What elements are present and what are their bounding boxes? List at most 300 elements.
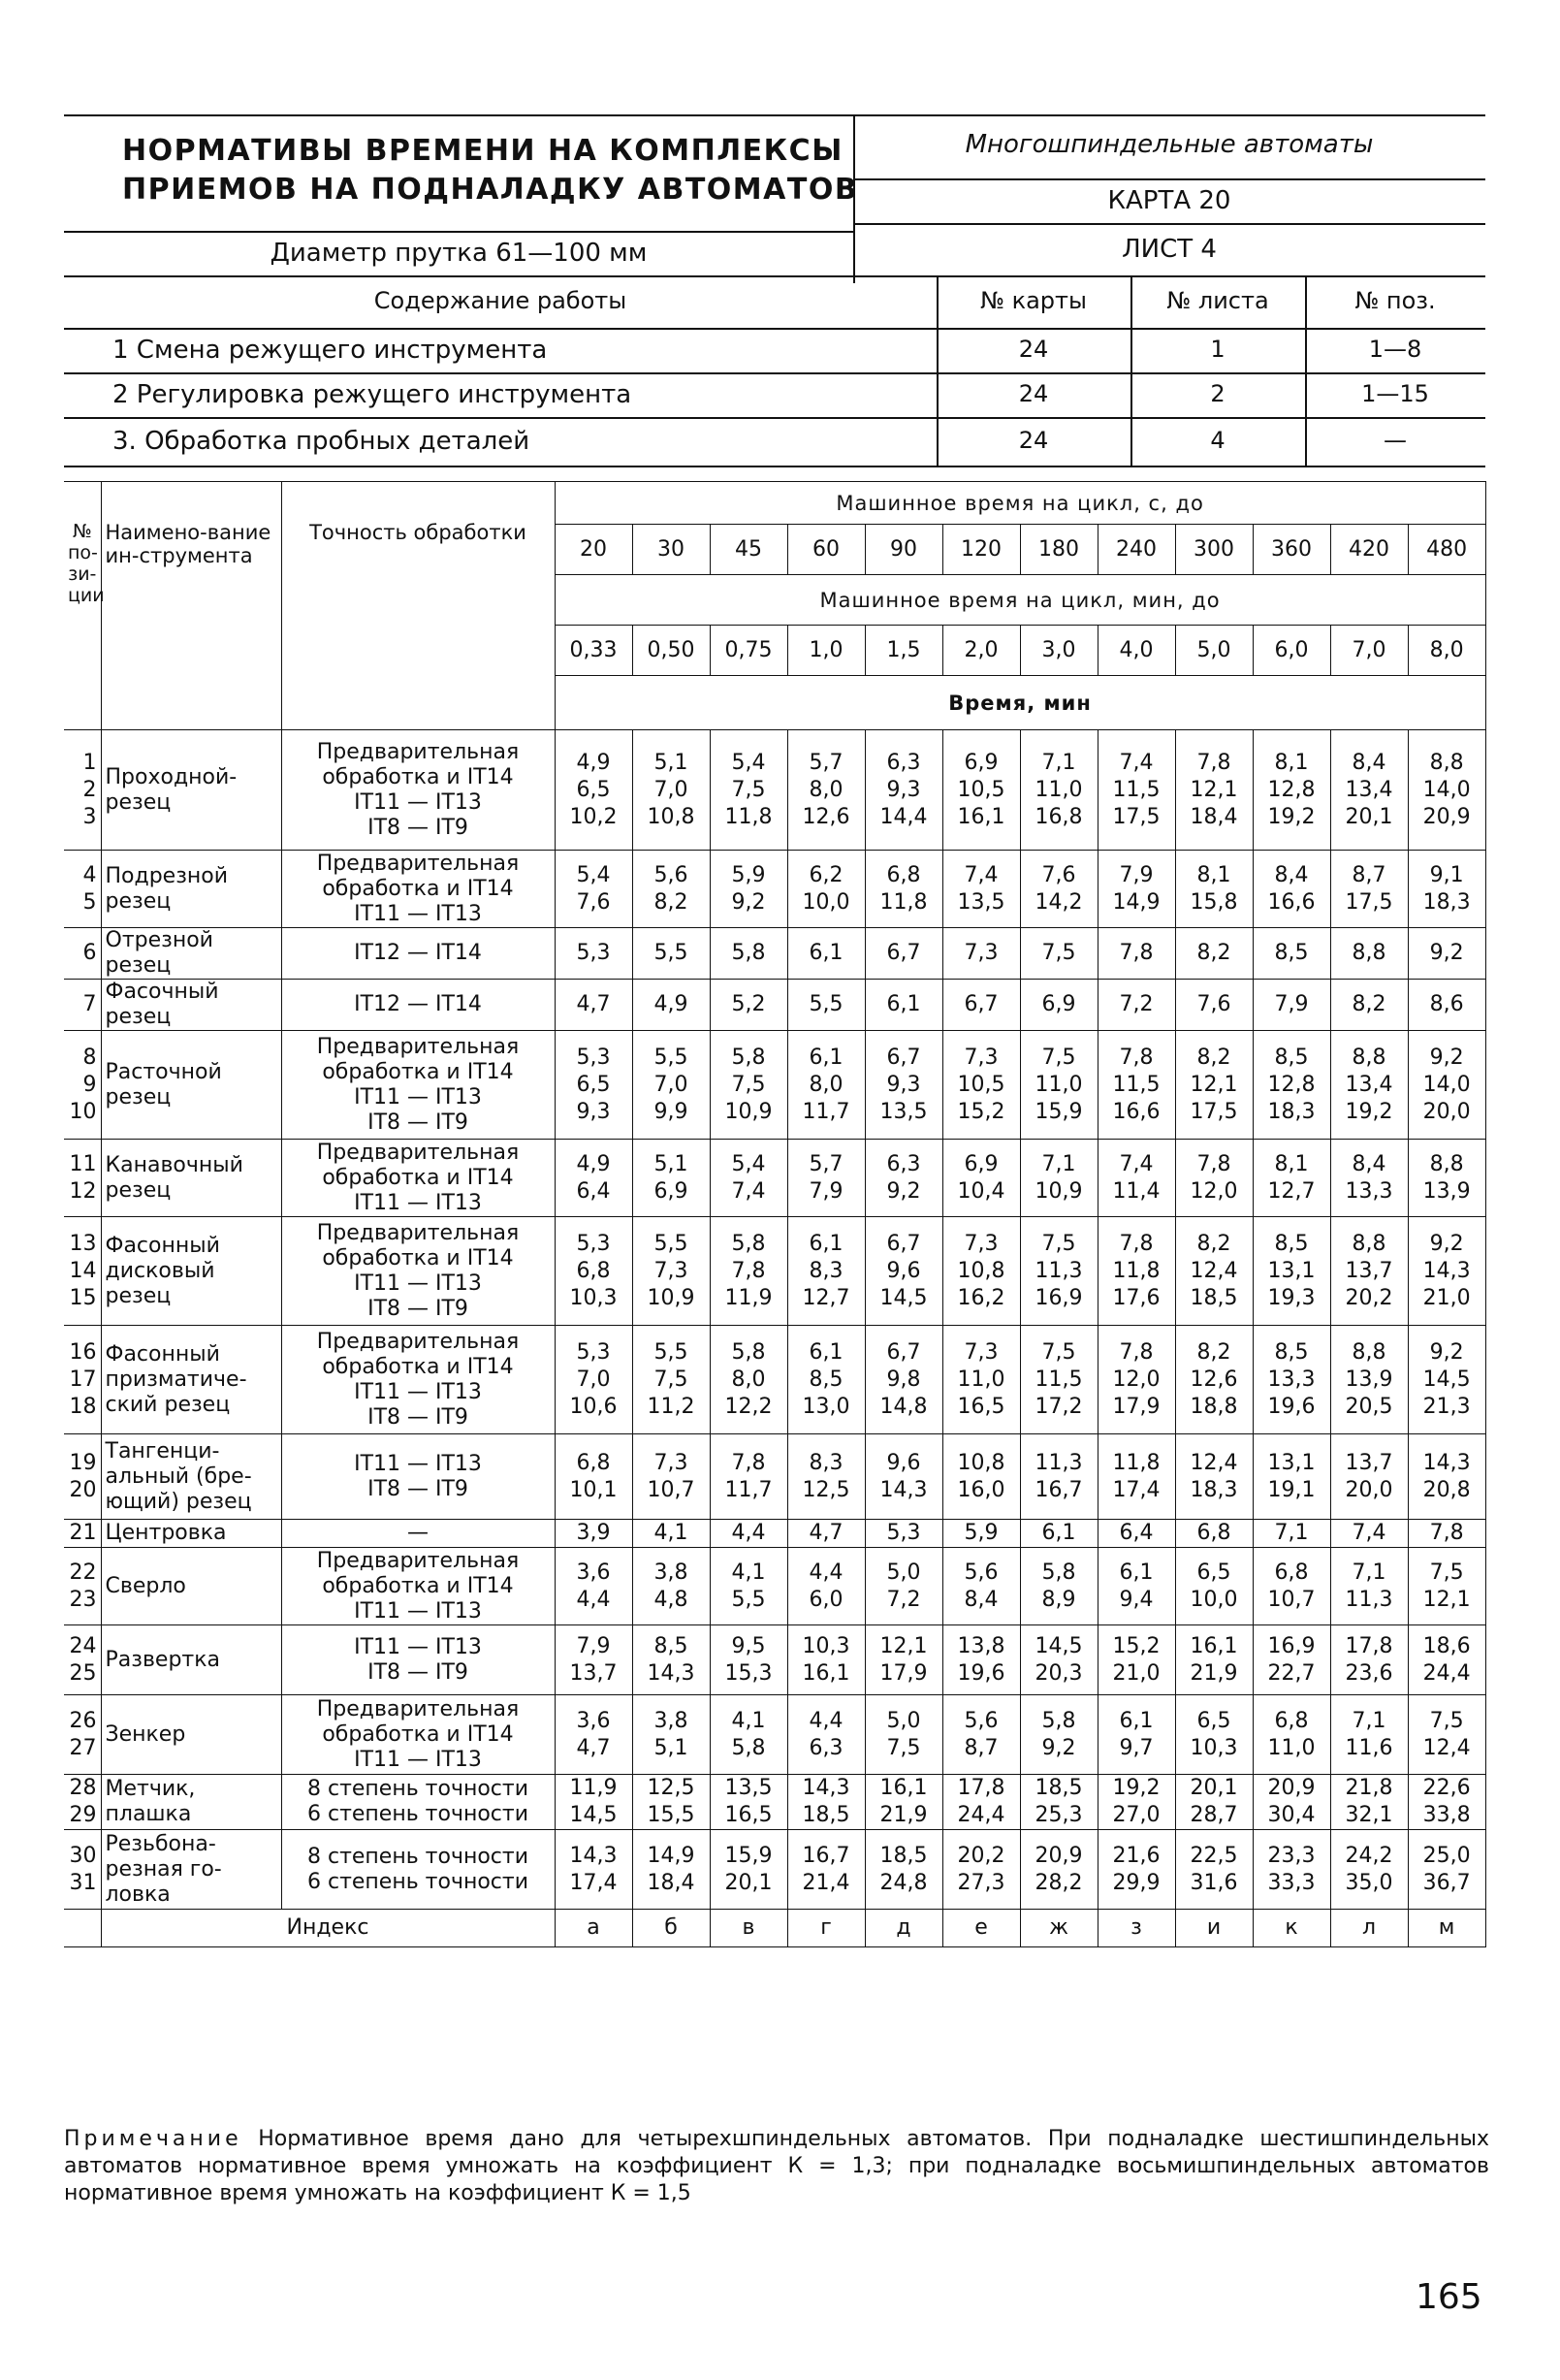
time-value-cell: 7,1 11,3 [1330,1548,1408,1625]
time-value-cell: 6,3 9,3 14,4 [865,730,942,851]
time-value-cell: 6,7 9,6 14,5 [865,1217,942,1326]
time-value-cell: 13,5 16,5 [710,1775,787,1830]
tool-group-row [64,1217,1485,1326]
col-content-header: Содержание работы [373,287,627,314]
time-value-cell: 11,3 16,7 [1020,1434,1098,1520]
time-value-cell: 8,1 12,8 19,2 [1253,730,1330,851]
tool-name: Фасонный дисковый резец [101,1217,281,1326]
tool-name: Зенкер [101,1695,281,1775]
position-numbers: 8 9 10 [64,1031,101,1140]
time-value-cell: 5,1 6,9 [632,1140,710,1217]
machine-time-min-label: Машинное время на цикл, мин, до [555,575,1485,626]
time-value-cell: 8,8 13,9 20,5 [1330,1326,1408,1434]
time-value-cell: 5,1 7,0 10,8 [632,730,710,851]
position-numbers: 26 27 [64,1695,101,1775]
time-value-cell: 8,2 [1330,980,1408,1031]
time-value-cell: 4,4 6,0 [787,1548,865,1625]
tool-group-row [64,1775,1485,1830]
time-value-cell: 4,7 [787,1520,865,1548]
time-value-cell: 5,5 7,3 10,9 [632,1217,710,1326]
accuracy-spec: IT11 — IT13 IT8 — IT9 [281,1434,555,1520]
time-value-cell: 6,3 9,2 [865,1140,942,1217]
time-value-cell: 13,7 20,0 [1330,1434,1408,1520]
col-card-header: № карты [980,287,1087,314]
position-numbers: 4 5 [64,851,101,928]
seconds-cell: 300 [1175,525,1253,575]
time-value-cell: 18,6 24,4 [1408,1625,1485,1695]
content-row-2-card: 24 [1018,380,1049,407]
time-value-cell: 7,1 11,0 16,8 [1020,730,1098,851]
time-value-cell: 5,5 [632,928,710,980]
col-sheet-header: № листа [1166,287,1269,314]
time-value-cell: 7,8 11,5 16,6 [1098,1031,1175,1140]
time-value-cell: 3,6 4,7 [555,1695,632,1775]
seconds-cell: 180 [1020,525,1098,575]
time-value-cell: 16,9 22,7 [1253,1625,1330,1695]
time-value-cell: 7,9 13,7 [555,1625,632,1695]
footnote-label: Примечание [64,2127,242,2151]
time-value-cell: 15,2 21,0 [1098,1625,1175,1695]
time-value-cell: 8,8 13,9 [1408,1140,1485,1217]
time-value-cell: 14,3 18,5 [787,1775,865,1830]
time-value-cell: 4,7 [555,980,632,1031]
time-value-cell: 6,7 [942,980,1020,1031]
time-value-cell: 12,5 15,5 [632,1775,710,1830]
accuracy-spec: IT12 — IT14 [281,980,555,1031]
minutes-cell: 6,0 [1253,626,1330,676]
time-value-cell: 7,1 [1253,1520,1330,1548]
time-value-cell: 7,3 10,7 [632,1434,710,1520]
time-value-cell: 8,8 14,0 20,9 [1408,730,1485,851]
tool-name: Отрезной резец [101,928,281,980]
time-value-cell: 5,8 8,9 [1020,1548,1098,1625]
time-value-cell: 5,8 7,5 10,9 [710,1031,787,1140]
time-value-cell: 5,6 8,2 [632,851,710,928]
seconds-cell: 420 [1330,525,1408,575]
time-value-cell: 7,1 11,6 [1330,1695,1408,1775]
accuracy-spec: Предварительная обработка и IT14 IT11 — IT13 [281,1695,555,1775]
accuracy-spec: Предварительная обработка и IT14 IT11 — IT13 IT8 — IT9 [281,1217,555,1326]
content-row-3: 3. Обработка пробных деталей [112,427,530,456]
time-value-cell: 7,5 [1020,928,1098,980]
seconds-cell: 30 [632,525,710,575]
content-row-1: 1 Смена режущего инструмента [112,336,548,365]
time-value-cell: 4,9 6,4 [555,1140,632,1217]
time-value-cell: 8,2 12,4 18,5 [1175,1217,1253,1326]
index-label: Индекс [101,1910,555,1947]
time-value-cell: 7,5 11,3 16,9 [1020,1217,1098,1326]
time-value-cell: 8,4 16,6 [1253,851,1330,928]
time-value-cell: 7,6 [1175,980,1253,1031]
time-value-cell: 9,2 14,0 20,0 [1408,1031,1485,1140]
time-value-cell: 6,1 9,7 [1098,1695,1175,1775]
title-line-2: ПРИЕМОВ НА ПОДНАЛАДКУ АВТОМАТОВ [122,173,859,207]
time-value-cell: 6,5 10,0 [1175,1548,1253,1625]
time-value-cell: 4,9 [632,980,710,1031]
time-value-cell: 5,3 [555,928,632,980]
time-value-cell: 4,1 5,5 [710,1548,787,1625]
minutes-cell: 4,0 [1098,626,1175,676]
time-value-cell: 5,8 [710,928,787,980]
time-value-cell: 8,8 [1330,928,1408,980]
col-tool-header: Наимено-вание ин-струмента [101,482,281,730]
time-value-cell: 7,2 [1098,980,1175,1031]
minutes-cell: 0,50 [632,626,710,676]
minutes-cell: 0,75 [710,626,787,676]
seconds-cell: 45 [710,525,787,575]
time-value-cell: 7,8 11,8 17,6 [1098,1217,1175,1326]
diameter-label: Диаметр прутка 61—100 мм [270,239,648,268]
position-numbers: 28 29 [64,1775,101,1830]
time-value-cell: 8,4 13,3 [1330,1140,1408,1217]
tool-name: Фасочный резец [101,980,281,1031]
time-value-cell: 7,3 11,0 16,5 [942,1326,1020,1434]
time-value-cell: 18,5 24,8 [865,1830,942,1910]
time-value-cell: 6,8 10,1 [555,1434,632,1520]
tool-group-row [64,1520,1485,1548]
seconds-cell: 90 [865,525,942,575]
time-value-cell: 24,2 35,0 [1330,1830,1408,1910]
tool-name: Канавочный резец [101,1140,281,1217]
time-value-cell: 20,9 28,2 [1020,1830,1098,1910]
position-numbers: 16 17 18 [64,1326,101,1434]
time-value-cell: 8,2 12,6 18,8 [1175,1326,1253,1434]
time-value-cell: 7,1 10,9 [1020,1140,1098,1217]
time-value-cell: 6,1 [1020,1520,1098,1548]
tool-group-row [64,980,1485,1031]
accuracy-spec: IT11 — IT13 IT8 — IT9 [281,1625,555,1695]
position-numbers: 11 12 [64,1140,101,1217]
time-value-cell: 7,8 12,0 [1175,1140,1253,1217]
time-value-cell: 10,3 16,1 [787,1625,865,1695]
time-value-cell: 20,1 28,7 [1175,1775,1253,1830]
time-value-cell: 20,9 30,4 [1253,1775,1330,1830]
time-value-cell: 9,1 18,3 [1408,851,1485,928]
position-numbers: 1 2 3 [64,730,101,851]
index-letter: а [555,1910,632,1947]
accuracy-spec: Предварительная обработка и IT14 IT11 — IT13 [281,1548,555,1625]
tool-name: Метчик, плашка [101,1775,281,1830]
tool-name: Проходной-резец [101,730,281,851]
time-value-cell: 4,4 [710,1520,787,1548]
minutes-cell: 1,0 [787,626,865,676]
time-value-cell: 14,3 20,8 [1408,1434,1485,1520]
position-numbers: 24 25 [64,1625,101,1695]
col-pos-header: № поз. [1354,287,1436,314]
accuracy-spec: Предварительная обработка и IT14 IT11 — IT13 [281,1140,555,1217]
time-value-cell: 5,5 7,5 11,2 [632,1326,710,1434]
time-value-cell: 18,5 25,3 [1020,1775,1098,1830]
tool-group-row [64,1031,1485,1140]
time-value-cell: 7,3 10,8 16,2 [942,1217,1020,1326]
time-value-cell: 6,1 8,5 13,0 [787,1326,865,1434]
index-letter: к [1253,1910,1330,1947]
page-sheet [64,109,1485,1940]
time-value-cell: 8,5 [1253,928,1330,980]
time-value-cell: 14,3 17,4 [555,1830,632,1910]
col-position-header: № по-зи-ции [64,482,101,730]
time-value-cell: 4,4 6,3 [787,1695,865,1775]
position-numbers: 6 [64,928,101,980]
minutes-cell: 0,33 [555,626,632,676]
index-row [64,1910,1485,1947]
position-numbers: 30 31 [64,1830,101,1910]
time-value-cell: 3,6 4,4 [555,1548,632,1625]
time-value-cell: 6,5 10,3 [1175,1695,1253,1775]
time-value-cell: 3,9 [555,1520,632,1548]
time-value-cell: 22,6 33,8 [1408,1775,1485,1830]
time-value-cell: 9,5 15,3 [710,1625,787,1695]
position-numbers: 19 20 [64,1434,101,1520]
time-norms-table [64,481,1486,1947]
minutes-cell: 1,5 [865,626,942,676]
position-numbers: 22 23 [64,1548,101,1625]
time-value-cell: 9,2 [1408,928,1485,980]
time-value-cell: 5,0 7,5 [865,1695,942,1775]
index-letter: л [1330,1910,1408,1947]
tool-name: Расточной резец [101,1031,281,1140]
card-label: КАРТА 20 [1107,186,1231,215]
time-value-cell: 6,8 10,7 [1253,1548,1330,1625]
tool-group-row [64,1140,1485,1217]
time-value-cell: 5,6 8,7 [942,1695,1020,1775]
minutes-cell: 8,0 [1408,626,1485,676]
time-value-cell: 7,9 14,9 [1098,851,1175,928]
time-value-cell: 4,9 6,5 10,2 [555,730,632,851]
content-row-2-sheet: 2 [1210,380,1226,407]
time-value-cell: 8,2 [1175,928,1253,980]
time-value-cell: 5,3 6,8 10,3 [555,1217,632,1326]
time-value-cell: 8,6 [1408,980,1485,1031]
accuracy-spec: Предварительная обработка и IT14 IT11 — IT13 IT8 — IT9 [281,1031,555,1140]
time-value-cell: 7,9 [1253,980,1330,1031]
time-value-cell: 23,3 33,3 [1253,1830,1330,1910]
time-value-cell: 8,8 13,4 19,2 [1330,1031,1408,1140]
position-numbers: 13 14 15 [64,1217,101,1326]
seconds-cell: 20 [555,525,632,575]
time-value-cell: 7,4 [1330,1520,1408,1548]
time-value-cell: 6,8 [1175,1520,1253,1548]
tool-name: Тангенци-альный (бре-ющий) резец [101,1434,281,1520]
time-value-cell: 5,4 7,5 11,8 [710,730,787,851]
time-value-cell: 5,8 7,8 11,9 [710,1217,787,1326]
time-value-cell: 16,1 21,9 [865,1775,942,1830]
time-value-cell: 8,5 14,3 [632,1625,710,1695]
time-value-cell: 5,8 9,2 [1020,1695,1098,1775]
time-value-cell: 6,1 8,0 11,7 [787,1031,865,1140]
time-value-cell: 5,5 [787,980,865,1031]
time-value-cell: 7,4 11,4 [1098,1140,1175,1217]
minutes-cell: 2,0 [942,626,1020,676]
tool-group-row [64,1434,1485,1520]
index-letter: з [1098,1910,1175,1947]
time-value-cell: 4,1 [632,1520,710,1548]
time-value-cell: 8,5 12,8 18,3 [1253,1031,1330,1140]
time-value-cell: 7,3 10,5 15,2 [942,1031,1020,1140]
time-value-cell: 6,2 10,0 [787,851,865,928]
time-value-cell: 19,2 27,0 [1098,1775,1175,1830]
index-empty-cell [64,1910,101,1947]
time-value-cell: 6,1 8,3 12,7 [787,1217,865,1326]
time-value-cell: 11,8 17,4 [1098,1434,1175,1520]
time-value-cell: 8,1 15,8 [1175,851,1253,928]
time-value-cell: 5,2 [710,980,787,1031]
tool-name: Резьбона-резная го-ловка [101,1830,281,1910]
content-row-1-pos: 1—8 [1368,336,1422,363]
time-value-cell: 6,7 [865,928,942,980]
time-value-cell: 8,1 12,7 [1253,1140,1330,1217]
time-value-cell: 11,9 14,5 [555,1775,632,1830]
time-value-cell: 4,1 5,8 [710,1695,787,1775]
time-value-cell: 5,4 7,4 [710,1140,787,1217]
time-value-cell: 7,5 11,0 15,9 [1020,1031,1098,1140]
time-value-cell: 7,4 13,5 [942,851,1020,928]
content-row-2: 2 Регулировка режущего инструмента [112,380,632,409]
time-value-cell: 6,1 [787,928,865,980]
seconds-cell: 480 [1408,525,1485,575]
tool-group-row [64,730,1485,851]
index-letter: д [865,1910,942,1947]
tool-name: Сверло [101,1548,281,1625]
tool-group-row [64,1695,1485,1775]
time-value-cell: 6,8 11,0 [1253,1695,1330,1775]
footnote [64,2126,1489,2207]
time-value-cell: 5,0 7,2 [865,1548,942,1625]
index-letter: б [632,1910,710,1947]
title-line-1: НОРМАТИВЫ ВРЕМЕНИ НА КОМПЛЕКСЫ [122,134,844,168]
time-value-cell: 10,8 16,0 [942,1434,1020,1520]
time-value-cell: 22,5 31,6 [1175,1830,1253,1910]
time-value-cell: 9,2 14,3 21,0 [1408,1217,1485,1326]
time-label: Время, мин [555,676,1485,730]
time-value-cell: 12,1 17,9 [865,1625,942,1695]
tool-group-row [64,1548,1485,1625]
time-value-cell: 7,4 11,5 17,5 [1098,730,1175,851]
time-value-cell: 9,6 14,3 [865,1434,942,1520]
time-value-cell: 6,1 [865,980,942,1031]
tool-name: Центровка [101,1520,281,1548]
time-value-cell: 6,7 9,8 14,8 [865,1326,942,1434]
seconds-cell: 120 [942,525,1020,575]
time-value-cell: 5,9 9,2 [710,851,787,928]
position-numbers: 21 [64,1520,101,1548]
index-letter: в [710,1910,787,1947]
time-value-cell: 6,8 11,8 [865,851,942,928]
minutes-cell: 3,0 [1020,626,1098,676]
index-letter: м [1408,1910,1485,1947]
time-value-cell: 7,5 12,4 [1408,1695,1485,1775]
machine-time-sec-label: Машинное время на цикл, с, до [555,482,1485,525]
tool-group-row [64,851,1485,928]
time-value-cell: 5,3 6,5 9,3 [555,1031,632,1140]
page-number: 165 [1416,2277,1482,2317]
content-row-2-pos: 1—15 [1361,380,1429,407]
time-value-cell: 8,7 17,5 [1330,851,1408,928]
time-value-cell: 16,7 21,4 [787,1830,865,1910]
content-row-3-card: 24 [1018,427,1049,454]
machine-type: Многошпиндельные автоматы [965,130,1374,159]
time-value-cell: 7,8 12,0 17,9 [1098,1326,1175,1434]
time-value-cell: 8,3 12,5 [787,1434,865,1520]
tool-group-row [64,1326,1485,1434]
time-value-cell: 7,6 14,2 [1020,851,1098,928]
content-row-1-card: 24 [1018,336,1049,363]
time-value-cell: 8,2 12,1 17,5 [1175,1031,1253,1140]
content-row-3-sheet: 4 [1210,427,1226,454]
time-value-cell: 9,2 14,5 21,3 [1408,1326,1485,1434]
tool-name: Развертка [101,1625,281,1695]
time-value-cell: 14,9 18,4 [632,1830,710,1910]
time-value-cell: 6,9 10,5 16,1 [942,730,1020,851]
tool-group-row [64,1830,1485,1910]
time-value-cell: 6,7 9,3 13,5 [865,1031,942,1140]
accuracy-spec: — [281,1520,555,1548]
time-value-cell: 5,8 8,0 12,2 [710,1326,787,1434]
time-value-cell: 6,4 [1098,1520,1175,1548]
time-value-cell: 16,1 21,9 [1175,1625,1253,1695]
time-value-cell: 6,9 [1020,980,1098,1031]
time-value-cell: 5,3 [865,1520,942,1548]
time-value-cell: 7,8 [1098,928,1175,980]
seconds-cell: 360 [1253,525,1330,575]
time-value-cell: 3,8 5,1 [632,1695,710,1775]
time-value-cell: 7,5 12,1 [1408,1548,1485,1625]
index-letter: и [1175,1910,1253,1947]
accuracy-spec: 8 степень точности 6 степень точности [281,1830,555,1910]
time-value-cell: 15,9 20,1 [710,1830,787,1910]
col-accuracy-header: Точность обработки [281,482,555,730]
time-value-cell: 5,5 7,0 9,9 [632,1031,710,1140]
sheet-label: ЛИСТ 4 [1122,235,1217,264]
index-letter: е [942,1910,1020,1947]
time-value-cell: 13,8 19,6 [942,1625,1020,1695]
time-value-cell: 12,4 18,3 [1175,1434,1253,1520]
index-letter: ж [1020,1910,1098,1947]
time-value-cell: 7,8 [1408,1520,1485,1548]
time-value-cell: 5,6 8,4 [942,1548,1020,1625]
position-numbers: 7 [64,980,101,1031]
time-value-cell: 21,6 29,9 [1098,1830,1175,1910]
table-body [64,730,1485,1947]
content-row-1-sheet: 1 [1210,336,1226,363]
footnote-text: Нормативное время дано для четырехшпиндельных автоматов. При подналадке шестишпиндельных автоматов нормативное время умножать на коэффициент К = 1,3; при подналадке восьмишпиндельных автоматов нормативное время умножать на коэффициент К = 1,5 [64,2127,1489,2205]
index-letter: г [787,1910,865,1947]
time-value-cell: 8,5 13,3 19,6 [1253,1326,1330,1434]
time-value-cell: 5,7 8,0 12,6 [787,730,865,851]
time-value-cell: 5,9 [942,1520,1020,1548]
time-value-cell: 6,9 10,4 [942,1140,1020,1217]
seconds-cell: 60 [787,525,865,575]
tool-group-row [64,1625,1485,1695]
time-value-cell: 17,8 23,6 [1330,1625,1408,1695]
time-value-cell: 17,8 24,4 [942,1775,1020,1830]
time-value-cell: 5,4 7,6 [555,851,632,928]
accuracy-spec: 8 степень точности 6 степень точности [281,1775,555,1830]
accuracy-spec: Предварительная обработка и IT14 IT11 — IT13 IT8 — IT9 [281,730,555,851]
page-title [122,132,898,209]
time-value-cell: 13,1 19,1 [1253,1434,1330,1520]
time-value-cell: 25,0 36,7 [1408,1830,1485,1910]
time-value-cell: 7,3 [942,928,1020,980]
accuracy-spec: Предварительная обработка и IT14 IT11 — IT13 IT8 — IT9 [281,1326,555,1434]
time-value-cell: 6,1 9,4 [1098,1548,1175,1625]
time-value-cell: 3,8 4,8 [632,1548,710,1625]
seconds-cell: 240 [1098,525,1175,575]
tool-group-row [64,928,1485,980]
time-value-cell: 5,3 7,0 10,6 [555,1326,632,1434]
time-value-cell: 5,7 7,9 [787,1140,865,1217]
tool-name: Подрезной резец [101,851,281,928]
